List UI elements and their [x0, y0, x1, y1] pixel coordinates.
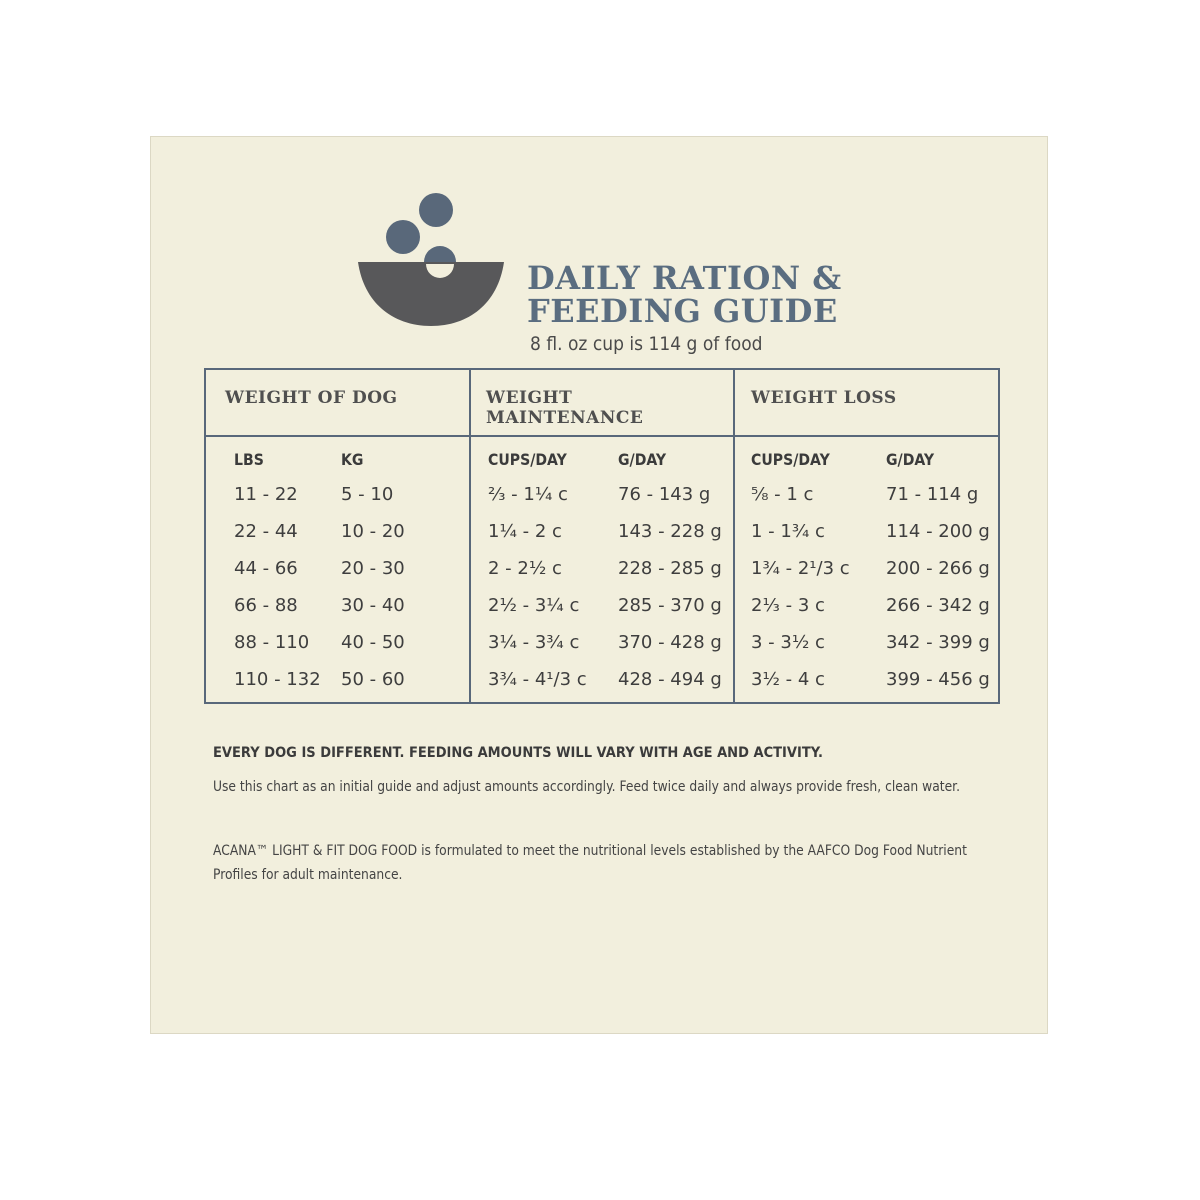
divider-1 — [469, 370, 471, 702]
cell-maint-grams: 370 - 428 g — [618, 632, 722, 653]
cell-loss-grams: 266 - 342 g — [886, 595, 990, 616]
group-weight-maintenance — [486, 388, 643, 428]
cell-maint-grams: 228 - 285 g — [618, 558, 722, 579]
cell-loss-grams: 399 - 456 g — [886, 669, 990, 690]
ball-top-in-bowl — [424, 246, 456, 262]
header-divider — [206, 435, 998, 437]
cell-maint-cups: 2½ - 3¼ c — [488, 595, 580, 616]
group-maintenance-line-1: WEIGHT — [486, 388, 573, 408]
cell-loss-cups: 1¾ - 2¹/3 c — [751, 558, 850, 579]
bowl-icon — [358, 192, 504, 326]
cell-maint-grams: 76 - 143 g — [618, 484, 711, 505]
cell-maint-cups: 2 - 2½ c — [488, 558, 562, 579]
group-weight-of-dog: WEIGHT OF DOG — [225, 388, 398, 408]
col-maint-grams: G/DAY — [618, 450, 667, 469]
cell-loss-cups: 2¹⁄₃ - 3 c — [751, 595, 825, 616]
cell-maint-cups: 3¼ - 3¾ c — [488, 632, 580, 653]
cell-kg: 5 - 10 — [341, 484, 394, 505]
divider-2 — [733, 370, 735, 702]
cell-loss-grams: 342 - 399 g — [886, 632, 990, 653]
usage-note: Use this chart as an initial guide and adjust amounts accordingly. Feed twice daily and always provide fresh, clean water. — [213, 779, 961, 795]
aafco-note-line-2: Profiles for adult maintenance. — [213, 867, 403, 883]
cell-lbs: 22 - 44 — [234, 521, 298, 542]
cell-lbs: 110 - 132 — [234, 669, 321, 690]
cell-maint-cups: 3¾ - 4¹/3 c — [488, 669, 587, 690]
cell-lbs: 44 - 66 — [234, 558, 298, 579]
cell-loss-cups: 3½ - 4 c — [751, 669, 825, 690]
title-line-1: DAILY RATION & — [527, 259, 842, 297]
col-loss-grams: G/DAY — [886, 450, 935, 469]
cell-loss-grams: 71 - 114 g — [886, 484, 979, 505]
ball-top — [419, 193, 453, 227]
cell-loss-cups: 3 - 3½ c — [751, 632, 825, 653]
cell-kg: 20 - 30 — [341, 558, 405, 579]
col-lbs: LBS — [234, 450, 264, 469]
cell-maint-grams: 428 - 494 g — [618, 669, 722, 690]
cell-lbs: 66 - 88 — [234, 595, 298, 616]
cell-lbs: 88 - 110 — [234, 632, 310, 653]
variation-warning: EVERY DOG IS DIFFERENT. FEEDING AMOUNTS WILL VARY WITH AGE AND ACTIVITY. — [213, 745, 824, 761]
col-loss-cups: CUPS/DAY — [751, 450, 830, 469]
page-title — [527, 259, 842, 330]
cell-kg: 10 - 20 — [341, 521, 405, 542]
cell-loss-grams: 200 - 266 g — [886, 558, 990, 579]
cell-loss-grams: 114 - 200 g — [886, 521, 990, 542]
cell-loss-cups: ⁵⁄₈ - 1 c — [751, 484, 814, 505]
cell-maint-cups: ²⁄₃ - 1¼ c — [488, 484, 568, 505]
group-weight-loss: WEIGHT LOSS — [751, 388, 897, 408]
ball-left — [386, 220, 420, 254]
cell-kg: 50 - 60 — [341, 669, 405, 690]
cell-kg: 30 - 40 — [341, 595, 405, 616]
cell-maint-grams: 143 - 228 g — [618, 521, 722, 542]
title-line-2: FEEDING GUIDE — [527, 292, 838, 330]
cell-kg: 40 - 50 — [341, 632, 405, 653]
col-maint-cups: CUPS/DAY — [488, 450, 567, 469]
cup-size-note: 8 fl. oz cup is 114 g of food — [530, 333, 763, 355]
cell-loss-cups: 1 - 1¾ c — [751, 521, 825, 542]
col-kg: KG — [341, 450, 364, 469]
cell-lbs: 11 - 22 — [234, 484, 298, 505]
aafco-note-line-1: ACANA™ LIGHT & FIT DOG FOOD is formulated to meet the nutritional levels established by the AAFCO Dog Food Nutrient — [213, 843, 967, 859]
cell-maint-cups: 1¼ - 2 c — [488, 521, 562, 542]
group-maintenance-line-2: MAINTENANCE — [486, 408, 644, 428]
cell-maint-grams: 285 - 370 g — [618, 595, 722, 616]
feeding-table — [204, 368, 1000, 704]
